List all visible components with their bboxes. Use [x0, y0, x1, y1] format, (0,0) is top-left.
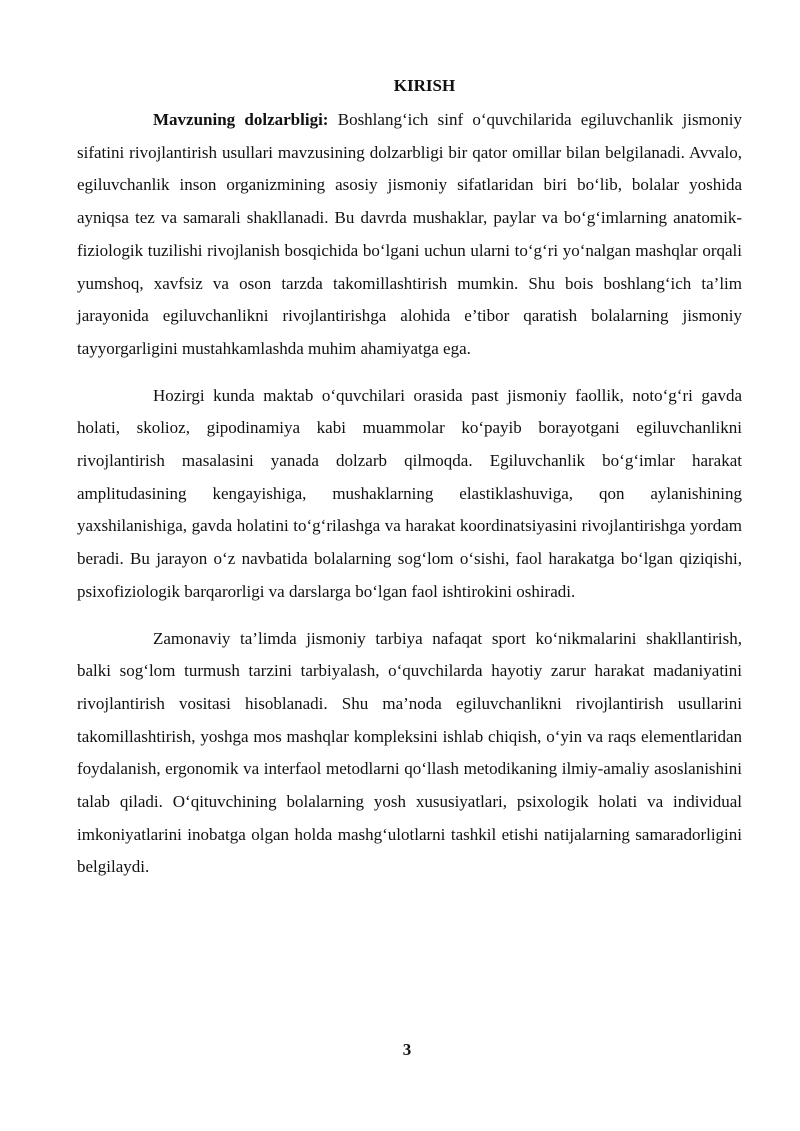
document-page [77, 74, 742, 898]
paragraph-relevance [77, 104, 742, 366]
paragraph-current-problems [77, 380, 742, 609]
paragraph-text: Boshlang‘ich sinf o‘quvchilarida egiluvchanlik jismoniy sifatini rivojlantirish usullari mavzusining dolzarbligi bir qator omillar bilan belgilanadi. Avvalo, egiluvchanlik inson organizmining asosiy jismoniy sifatlaridan biri bo‘lib, bolalar yoshida ayniqsa tez va samarali shakllanadi. Bu davrda mushaklar, paylar va bo‘g‘imlarning anatomik-fiziologik tuzilishi rivojlanish bosqichida bo‘lgani uchun ularni to‘g‘ri yo‘nalgan mashqlar orqali yumshoq, xavfsiz va oson tarzda takomillashtirish mumkin. Shu bois boshlang‘ich ta’lim jarayonida egiluvchanlikni rivojlantirishga alohida e’tibor qaratish bolalarning jismoniy tayyorgarligini mustahkamlashda muhim ahamiyatga ega. [77, 110, 743, 358]
paragraph-text: Hozirgi kunda maktab o‘quvchilari orasida past jismoniy faollik, noto‘g‘ri gavda holati, skolioz, gipodinamiya kabi muammolar ko‘payib borayotgani egiluvchanlikni rivojlantirish masalasini yanada dolzarb qilmoqda. Egiluvchanlik bo‘g‘imlar harakat amplitudasining kengayishiga, mushaklarning elastiklashuviga, qon aylanishining yaxshilanishiga, gavda holatini to‘g‘rilashga va harakat koordinatsiyasini rivojlantirishga yordam beradi. Bu jarayon o‘z navbatida bolalarning sog‘lom o‘sishi, faol harakatga bo‘lgan qiziqishi, psixofiziologik barqarorligi va darslarga bo‘lgan faol ishtirokini oshiradi. [77, 385, 742, 601]
paragraph-text: Zamonaviy ta’limda jismoniy tarbiya nafaqat sport ko‘nikmalarini shakllantirish, balki sog‘lom turmush tarzini tarbiyalash, o‘quvchilarda hayotiy zarur harakat madaniyatini rivojlantirish vositasi hisoblanadi. Shu ma’noda egiluvchanlikni rivojlantirish usullarini takomillashtirish, yoshga mos mashqlar kompleksini ishlab chiqish, o‘yin va raqs elementlaridan foydalanish, ergonomik va interfaol metodlarni qo‘llash metodikaning ilmiy-amaliy asoslanishini talab qiladi. O‘qituvchining bolalarning yosh xususiyatlari, psixologik holati va individual imkoniyatlarini inobatga olgan holda mashg‘ulotlarni tashkil etishi natijalarning samaradorligini belgilaydi. [77, 628, 742, 877]
paragraph-modern-education [77, 623, 742, 885]
paragraph-lead: Mavzuning dolzarbligi: [153, 110, 329, 129]
section-heading: KIRISH [393, 76, 456, 95]
page-number: 3 [402, 1040, 412, 1059]
